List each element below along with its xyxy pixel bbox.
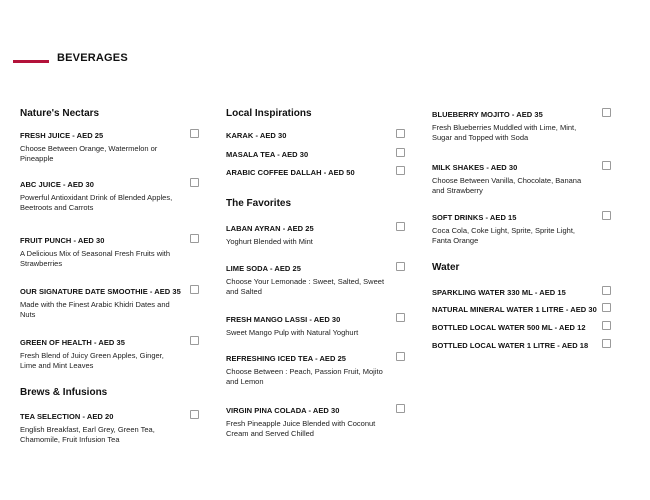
menu-item <box>20 236 195 269</box>
menu-item-name: OUR SIGNATURE DATE SMOOTHIE - AED 35 <box>20 287 181 296</box>
menu-item <box>20 338 195 371</box>
menu-item-description: A Delicious Mix of Seasonal Fresh Fruits with Strawberries <box>20 249 171 268</box>
menu-item <box>226 168 401 178</box>
menu-item-description: English Breakfast, Earl Grey, Green Tea, Chamomile, Fruit Infusion Tea <box>20 425 155 444</box>
menu-item-description: Choose Between : Peach, Passion Fruit, Mojito and Lemon <box>226 367 383 386</box>
menu-item <box>226 150 401 160</box>
menu-item-description: Choose Your Lemonade : Sweet, Salted, Sweet and Salted <box>226 277 385 296</box>
menu-item-description: Yoghurt Blended with Mint <box>226 237 313 246</box>
menu-item-name: KARAK - AED 30 <box>226 131 287 140</box>
menu-item <box>432 213 607 246</box>
section-heading: Water <box>432 262 460 273</box>
menu-item-description: Choose Between Vanilla, Chocolate, Banana and Strawberry <box>432 176 582 195</box>
item-select-checkbox[interactable] <box>396 129 405 138</box>
menu-item <box>226 315 401 338</box>
menu-item-name: BOTTLED LOCAL WATER 1 LITRE - AED 18 <box>432 341 589 350</box>
menu-item-name: FRESH JUICE - AED 25 <box>20 131 104 140</box>
section-heading: Local Inspirations <box>226 108 312 119</box>
item-select-checkbox[interactable] <box>602 321 611 330</box>
page-title: BEVERAGES <box>57 52 128 64</box>
menu-item-description: Fresh Pineapple Juice Blended with Coconut Cream and Served Chilled <box>226 419 376 438</box>
menu-item <box>226 406 401 439</box>
item-select-checkbox[interactable] <box>190 410 199 419</box>
menu-item-name: MASALA TEA - AED 30 <box>226 150 309 159</box>
item-select-checkbox[interactable] <box>396 166 405 175</box>
menu-item-name: FRUIT PUNCH - AED 30 <box>20 236 105 245</box>
item-select-checkbox[interactable] <box>602 108 611 117</box>
menu-item-name: BOTTLED LOCAL WATER 500 ML - AED 12 <box>432 323 586 332</box>
menu-item-name: LIME SODA - AED 25 <box>226 264 301 273</box>
menu-item-name: NATURAL MINERAL WATER 1 LITRE - AED 30 <box>432 305 597 314</box>
menu-item-name: ARABIC COFFEE DALLAH - AED 50 <box>226 168 355 177</box>
item-select-checkbox[interactable] <box>602 161 611 170</box>
menu-item-description: Powerful Antioxidant Drink of Blended Apples, Beetroots and Carrots <box>20 193 173 212</box>
item-select-checkbox[interactable] <box>602 286 611 295</box>
menu-item-description: Fresh Blend of Juicy Green Apples, Ginger, Lime and Mint Leaves <box>20 351 164 370</box>
menu-item-description: Sweet Mango Pulp with Natural Yoghurt <box>226 328 359 337</box>
menu-item <box>20 131 195 164</box>
menu-item <box>20 180 195 213</box>
item-select-checkbox[interactable] <box>190 336 199 345</box>
menu-item-name: ABC JUICE - AED 30 <box>20 180 94 189</box>
item-select-checkbox[interactable] <box>190 178 199 187</box>
section-heading: The Favorites <box>226 198 292 209</box>
accent-bar <box>13 60 49 63</box>
menu-item-name: GREEN OF HEALTH - AED 35 <box>20 338 125 347</box>
menu-item <box>432 163 607 196</box>
menu-item <box>20 287 195 320</box>
item-select-checkbox[interactable] <box>396 313 405 322</box>
item-select-checkbox[interactable] <box>396 352 405 361</box>
item-select-checkbox[interactable] <box>190 129 199 138</box>
menu-item <box>226 224 401 247</box>
item-select-checkbox[interactable] <box>602 211 611 220</box>
menu-item-name: FRESH MANGO LASSI - AED 30 <box>226 315 341 324</box>
menu-item <box>432 323 607 333</box>
menu-item <box>432 288 607 298</box>
menu-item <box>20 412 195 445</box>
item-select-checkbox[interactable] <box>190 234 199 243</box>
item-select-checkbox[interactable] <box>396 262 405 271</box>
menu-item <box>226 264 401 297</box>
menu-item-name: TEA SELECTION - AED 20 <box>20 412 114 421</box>
menu-item-description: Coca Cola, Coke Light, Sprite, Sprite Light, Fanta Orange <box>432 226 575 245</box>
section-heading: Brews & Infusions <box>20 387 108 398</box>
item-select-checkbox[interactable] <box>396 148 405 157</box>
section-heading: Nature's Nectars <box>20 108 100 119</box>
menu-item-name: MILK SHAKES - AED 30 <box>432 163 518 172</box>
menu-item-name: SPARKLING WATER 330 ML - AED 15 <box>432 288 566 297</box>
item-select-checkbox[interactable] <box>190 285 199 294</box>
menu-item-description: Fresh Blueberries Muddled with Lime, Mint, Sugar and Topped with Soda <box>432 123 577 142</box>
item-select-checkbox[interactable] <box>396 404 405 413</box>
menu-item <box>226 131 401 141</box>
menu-item-description: Made with the Finest Arabic Khidri Dates and Nuts <box>20 300 170 319</box>
item-select-checkbox[interactable] <box>602 303 611 312</box>
menu-item <box>226 354 401 387</box>
menu-item <box>432 305 607 315</box>
menu-item-name: REFRESHING ICED TEA - AED 25 <box>226 354 347 363</box>
item-select-checkbox[interactable] <box>396 222 405 231</box>
menu-item-name: LABAN AYRAN - AED 25 <box>226 224 314 233</box>
menu-item-name: SOFT DRINKS - AED 15 <box>432 213 517 222</box>
menu-item-name: BLUEBERRY MOJITO - AED 35 <box>432 110 543 119</box>
menu-item <box>432 341 607 351</box>
page-header <box>13 52 313 68</box>
item-select-checkbox[interactable] <box>602 339 611 348</box>
menu-item-description: Choose Between Orange, Watermelon or Pineapple <box>20 144 158 163</box>
menu-item-name: VIRGIN PINA COLADA - AED 30 <box>226 406 340 415</box>
menu-item <box>432 110 607 143</box>
